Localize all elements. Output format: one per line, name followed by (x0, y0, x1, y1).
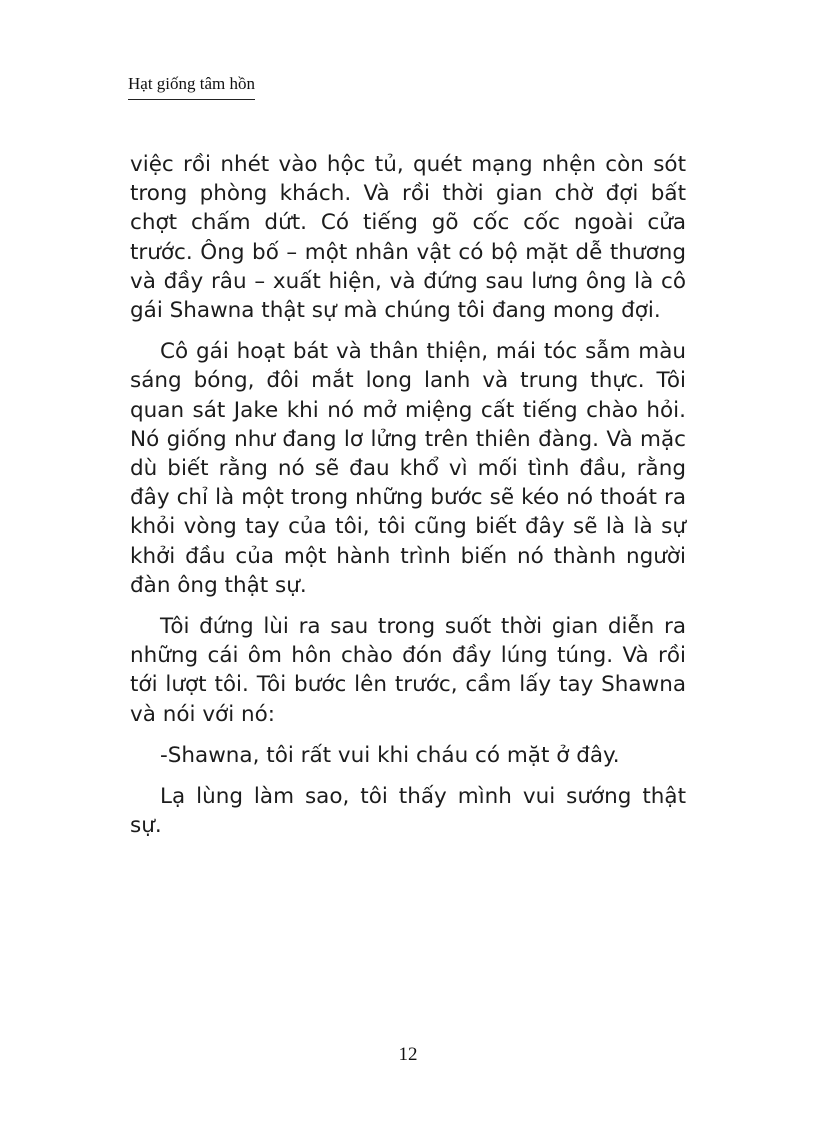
paragraph-3: Tôi đứng lùi ra sau trong suốt thời gian diễn ra những cái ôm hôn chào đón đầy lúng túng. Và rồi tới lượt tôi. Tôi bước lên trước, cầm lấy tay Shawna và nói với nó: (130, 614, 686, 727)
body-text (130, 150, 686, 852)
running-header: Hạt giống tâm hồn (128, 74, 255, 100)
paragraph-5: Lạ lùng làm sao, tôi thấy mình vui sướng thật sự. (130, 784, 686, 839)
paragraph-1: việc rồi nhét vào hộc tủ, quét mạng nhện còn sót trong phòng khách. Và rồi thời gian chờ đợi bất chợt chấm dứt. Có tiếng gõ cốc cốc ngoài cửa trước. Ông bố – một nhân vật có bộ mặt dễ thương và đầy râu – xuất hiện, và đứng sau lưng ông là cô gái Shawna thật sự mà chúng tôi đang mong đợi. (130, 152, 686, 324)
page-number: 12 (398, 1044, 418, 1065)
paragraph-4: -Shawna, tôi rất vui khi cháu có mặt ở đây. (160, 742, 620, 768)
paragraph-2: Cô gái hoạt bát và thân thiện, mái tóc sẫm màu sáng bóng, đôi mắt long lanh và trung thực. Tôi quan sát Jake khi nó mở miệng cất tiếng chào hỏi. Nó giống như đang lơ lửng trên thiên đàng. Và mặc dù biết rằng nó sẽ đau khổ vì mối tình đầu, rằng đây chỉ là một trong những bước sẽ kéo nó thoát ra khỏi vòng tay của tôi, tôi cũng biết đây sẽ là là sự khởi đầu của một hành trình biến nó thành người đàn ông thật sự. (130, 339, 686, 598)
